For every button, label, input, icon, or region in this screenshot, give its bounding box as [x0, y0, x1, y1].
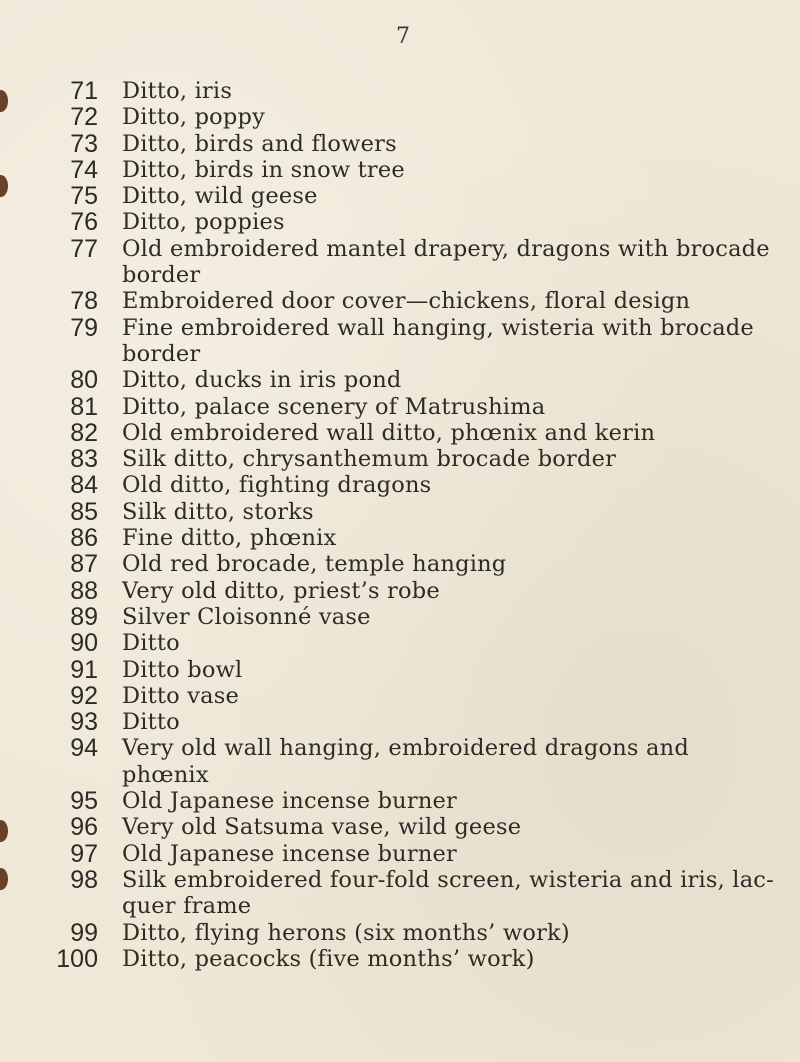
- lot-description: Ditto, flying herons (six months’ work): [122, 919, 570, 946]
- list-item: [0, 209, 800, 235]
- lot-number: 76: [70, 208, 98, 237]
- lot-number: 85: [70, 497, 98, 526]
- lot-description: Ditto, palace scenery of Matrushima: [122, 393, 546, 420]
- list-item: [0, 131, 800, 157]
- list-item: [0, 814, 800, 840]
- lot-number: 91: [70, 655, 98, 684]
- list-item: [0, 104, 800, 130]
- list-item: [0, 578, 800, 604]
- list-item: [0, 157, 800, 183]
- page-marker: 7: [396, 24, 410, 49]
- list-item: [0, 236, 800, 289]
- lot-number: 79: [70, 313, 98, 342]
- lot-description: Embroidered door cover—chickens, floral design: [122, 288, 691, 315]
- lot-number: 71: [70, 77, 98, 105]
- list-item: [0, 788, 800, 814]
- lot-description: Ditto: [122, 709, 180, 736]
- lot-description: Silk ditto, storks: [122, 498, 314, 525]
- lot-number: 84: [70, 471, 98, 500]
- list-item: [0, 920, 800, 946]
- list-item: [0, 288, 800, 314]
- lot-description: Old ditto, fighting dragons: [122, 472, 432, 499]
- lot-description: Ditto, birds and flowers: [122, 130, 397, 157]
- list-item: [0, 867, 800, 920]
- list-item: [0, 657, 800, 683]
- lot-number: 78: [70, 287, 98, 316]
- lot-description: Old Japanese incense burner: [122, 788, 457, 815]
- lot-number: 96: [70, 813, 98, 842]
- lot-description: Old Japanese incense burner: [122, 840, 457, 867]
- lot-number: 86: [70, 524, 98, 553]
- list-item: [0, 315, 800, 368]
- list-item: [0, 630, 800, 656]
- lot-number: 93: [70, 708, 98, 737]
- lot-description: Old embroidered wall ditto, phœnix and kerin: [122, 419, 656, 446]
- lot-description: Old embroidered mantel drapery, dragons with brocade border: [122, 235, 770, 289]
- lot-description: Silk ditto, chrysanthemum brocade border: [122, 446, 617, 473]
- list-item: [0, 683, 800, 709]
- lot-description: Ditto bowl: [122, 656, 243, 683]
- lot-number: 73: [70, 129, 98, 158]
- lot-description: Ditto: [122, 630, 180, 657]
- lot-number: 74: [70, 155, 98, 184]
- list-item: [0, 446, 800, 472]
- lot-number: 97: [70, 839, 98, 868]
- list-item: [0, 394, 800, 420]
- lot-number: 100: [56, 944, 98, 973]
- lot-number: 83: [70, 445, 98, 474]
- lot-number: 75: [70, 182, 98, 211]
- list-item: [0, 551, 800, 577]
- lot-description: Ditto, poppy: [122, 104, 266, 131]
- lot-description: Very old ditto, priest’s robe: [122, 577, 440, 604]
- lot-number: 81: [70, 392, 98, 421]
- lot-description: Ditto, poppies: [122, 209, 285, 236]
- lot-description: Ditto, peacocks (five months’ work): [122, 945, 535, 972]
- list-item: [0, 946, 800, 972]
- list-item: [0, 183, 800, 209]
- list-item: [0, 420, 800, 446]
- lot-number: 99: [70, 918, 98, 947]
- lot-description: Very old wall hanging, embroidered dragons and phœnix: [122, 735, 689, 788]
- list-item: [0, 604, 800, 630]
- lot-number: 82: [70, 418, 98, 447]
- lot-description: Fine ditto, phœnix: [122, 525, 337, 552]
- lot-number: 87: [70, 550, 98, 579]
- list-item: [0, 78, 800, 104]
- lot-number: 95: [70, 787, 98, 816]
- list-item: [0, 472, 800, 498]
- lot-description: Ditto, iris: [122, 78, 233, 104]
- lot-description: Old red brocade, temple hanging: [122, 551, 507, 578]
- lot-description: Ditto, ducks in iris pond: [122, 367, 402, 394]
- lot-description: Fine embroidered wall hanging, wisteria with brocade border: [122, 314, 754, 367]
- lot-number: 72: [70, 103, 98, 132]
- lot-description: Silver Cloisonné vase: [122, 603, 371, 630]
- lot-description: Ditto, wild geese: [122, 183, 318, 210]
- lot-number: 94: [70, 734, 98, 763]
- lot-description: Very old Satsuma vase, wild geese: [122, 814, 522, 841]
- lot-description: Silk embroidered four-fold screen, wisteria and iris, lac- quer frame: [122, 866, 774, 920]
- lot-number: 77: [70, 234, 98, 263]
- lot-description: Ditto vase: [122, 682, 240, 709]
- lot-number: 98: [70, 865, 98, 894]
- list-item: [0, 735, 800, 788]
- catalogue-list: [0, 78, 800, 972]
- lot-number: 88: [70, 576, 98, 605]
- list-item: [0, 709, 800, 735]
- list-item: [0, 841, 800, 867]
- list-item: [0, 499, 800, 525]
- lot-description: Ditto, birds in snow tree: [122, 156, 405, 183]
- lot-number: 89: [70, 602, 98, 631]
- list-item: [0, 367, 800, 393]
- lot-number: 90: [70, 629, 98, 658]
- lot-number: 80: [70, 366, 98, 395]
- lot-number: 92: [70, 681, 98, 710]
- list-item: [0, 525, 800, 551]
